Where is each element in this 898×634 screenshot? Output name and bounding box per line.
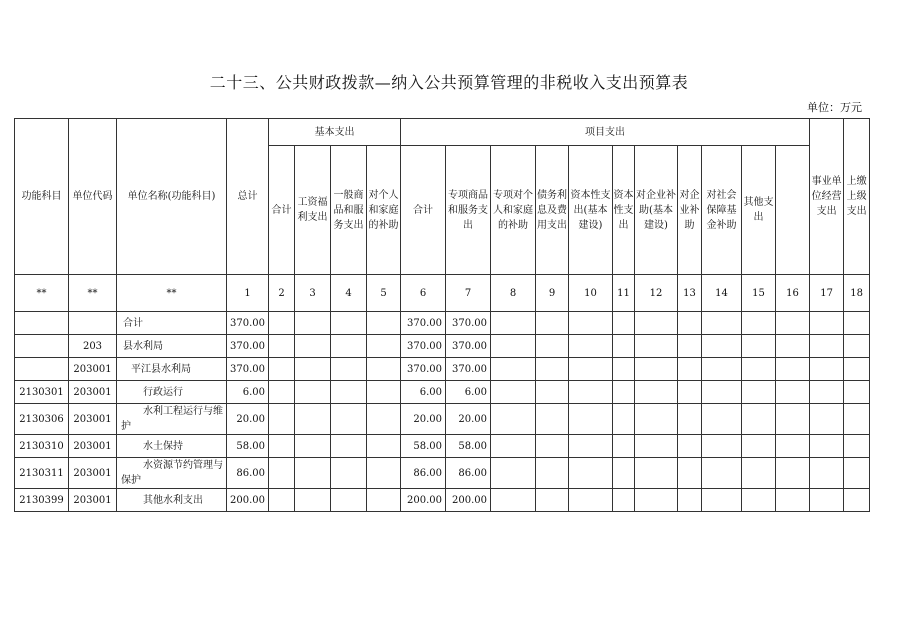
col-num: 3 [295, 275, 331, 312]
column-number-row [15, 275, 870, 312]
func-code-cell: 2130310 [15, 435, 69, 458]
proj-total-cell: 200.00 [401, 489, 446, 512]
header-capital: 资本性支出 [613, 146, 635, 275]
table-row [15, 458, 870, 489]
table-row [15, 435, 870, 458]
table-row [15, 381, 870, 404]
proj-total-cell: 20.00 [401, 404, 446, 435]
total-cell: 6.00 [227, 381, 269, 404]
budget-table [14, 118, 870, 512]
total-cell: 370.00 [227, 312, 269, 335]
col-num: 4 [331, 275, 367, 312]
table-row [15, 335, 870, 358]
header-enterprise: 对企业补助 [678, 146, 702, 275]
proj-goods-cell: 370.00 [446, 312, 491, 335]
unit-name-cell: 县水利局 [117, 335, 227, 358]
unit-name-cell: 合计 [117, 312, 227, 335]
unit-label: 单位：万元 [807, 101, 862, 114]
table-row [15, 358, 870, 381]
unit-code-cell: 203 [69, 335, 117, 358]
col-num: 17 [810, 275, 844, 312]
unit-code-cell: 203001 [69, 458, 117, 489]
proj-total-cell: 58.00 [401, 435, 446, 458]
unit-name-cell: 水土保持 [117, 435, 227, 458]
header-other: 其他支出 [742, 146, 776, 275]
func-code-cell [15, 312, 69, 335]
proj-goods-cell: 6.00 [446, 381, 491, 404]
unit-code-cell: 203001 [69, 435, 117, 458]
proj-goods-cell: 20.00 [446, 404, 491, 435]
col-num: 10 [569, 275, 613, 312]
unit-name-cell: 行政运行 [117, 381, 227, 404]
header-basic-total: 合计 [269, 146, 295, 275]
header-social: 对社会保障基金补助 [702, 146, 742, 275]
unit-code-cell: 203001 [69, 381, 117, 404]
proj-goods-cell: 86.00 [446, 458, 491, 489]
header-wages: 工资福利支出 [295, 146, 331, 275]
col-num: 7 [446, 275, 491, 312]
header-project: 项目支出 [401, 119, 810, 146]
total-cell: 370.00 [227, 335, 269, 358]
unit-name-cell: 水资源节约管理与保护 [117, 458, 227, 489]
header-proj-personal: 专项对个人和家庭的补助 [491, 146, 536, 275]
func-code-cell: 2130311 [15, 458, 69, 489]
func-code-cell [15, 358, 69, 381]
col-num: 16 [776, 275, 810, 312]
header-capital-build: 资本性支出(基本建设) [569, 146, 613, 275]
col-num: 6 [401, 275, 446, 312]
header-upper: 上缴上级支出 [844, 119, 870, 275]
table-row [15, 404, 870, 435]
col-num: 18 [844, 275, 870, 312]
table-row [15, 312, 870, 335]
unit-code-cell: 203001 [69, 358, 117, 381]
col-num: 8 [491, 275, 536, 312]
unit-code-cell: 203001 [69, 489, 117, 512]
col-num: 9 [536, 275, 569, 312]
col-num: 11 [613, 275, 635, 312]
col-num: 2 [269, 275, 295, 312]
col-num: 12 [635, 275, 678, 312]
col-num: ** [15, 275, 69, 312]
unit-name-cell: 水利工程运行与维护 [117, 404, 227, 435]
col-num: ** [69, 275, 117, 312]
page-title: 二十三、公共财政拨款—纳入公共预算管理的非税收入支出预算表 [209, 73, 689, 92]
header-total: 总计 [227, 119, 269, 275]
func-code-cell: 2130399 [15, 489, 69, 512]
proj-goods-cell: 370.00 [446, 358, 491, 381]
col-num: 13 [678, 275, 702, 312]
header-func-code: 功能科目 [15, 119, 69, 275]
proj-total-cell: 370.00 [401, 335, 446, 358]
col-num: 15 [742, 275, 776, 312]
header-goods: 一般商品和服务支出 [331, 146, 367, 275]
col-num: 1 [227, 275, 269, 312]
unit-name-cell: 平江县水利局 [117, 358, 227, 381]
total-cell: 86.00 [227, 458, 269, 489]
table-row [15, 489, 870, 512]
unit-name-cell: 其他水利支出 [117, 489, 227, 512]
proj-total-cell: 6.00 [401, 381, 446, 404]
header-proj-goods: 专项商品和服务支出 [446, 146, 491, 275]
header-personal: 对个人和家庭的补助 [367, 146, 401, 275]
col-num: 5 [367, 275, 401, 312]
proj-total-cell: 86.00 [401, 458, 446, 489]
total-cell: 20.00 [227, 404, 269, 435]
proj-goods-cell: 200.00 [446, 489, 491, 512]
unit-code-cell: 203001 [69, 404, 117, 435]
header-debt: 债务利息及费用支出 [536, 146, 569, 275]
proj-goods-cell: 58.00 [446, 435, 491, 458]
proj-total-cell: 370.00 [401, 358, 446, 381]
func-code-cell: 2130306 [15, 404, 69, 435]
func-code-cell [15, 335, 69, 358]
header-proj-total: 合计 [401, 146, 446, 275]
header-basic: 基本支出 [269, 119, 401, 146]
proj-total-cell: 370.00 [401, 312, 446, 335]
func-code-cell: 2130301 [15, 381, 69, 404]
total-cell: 200.00 [227, 489, 269, 512]
header-enterprise-build: 对企业补助(基本建设) [635, 146, 678, 275]
header-unit-name: 单位名称(功能科目) [117, 119, 227, 275]
col-num: ** [117, 275, 227, 312]
total-cell: 58.00 [227, 435, 269, 458]
header-biz: 事业单位经营支出 [810, 119, 844, 275]
proj-goods-cell: 370.00 [446, 335, 491, 358]
col-num: 14 [702, 275, 742, 312]
unit-code-cell [69, 312, 117, 335]
header-unit-code: 单位代码 [69, 119, 117, 275]
total-cell: 370.00 [227, 358, 269, 381]
